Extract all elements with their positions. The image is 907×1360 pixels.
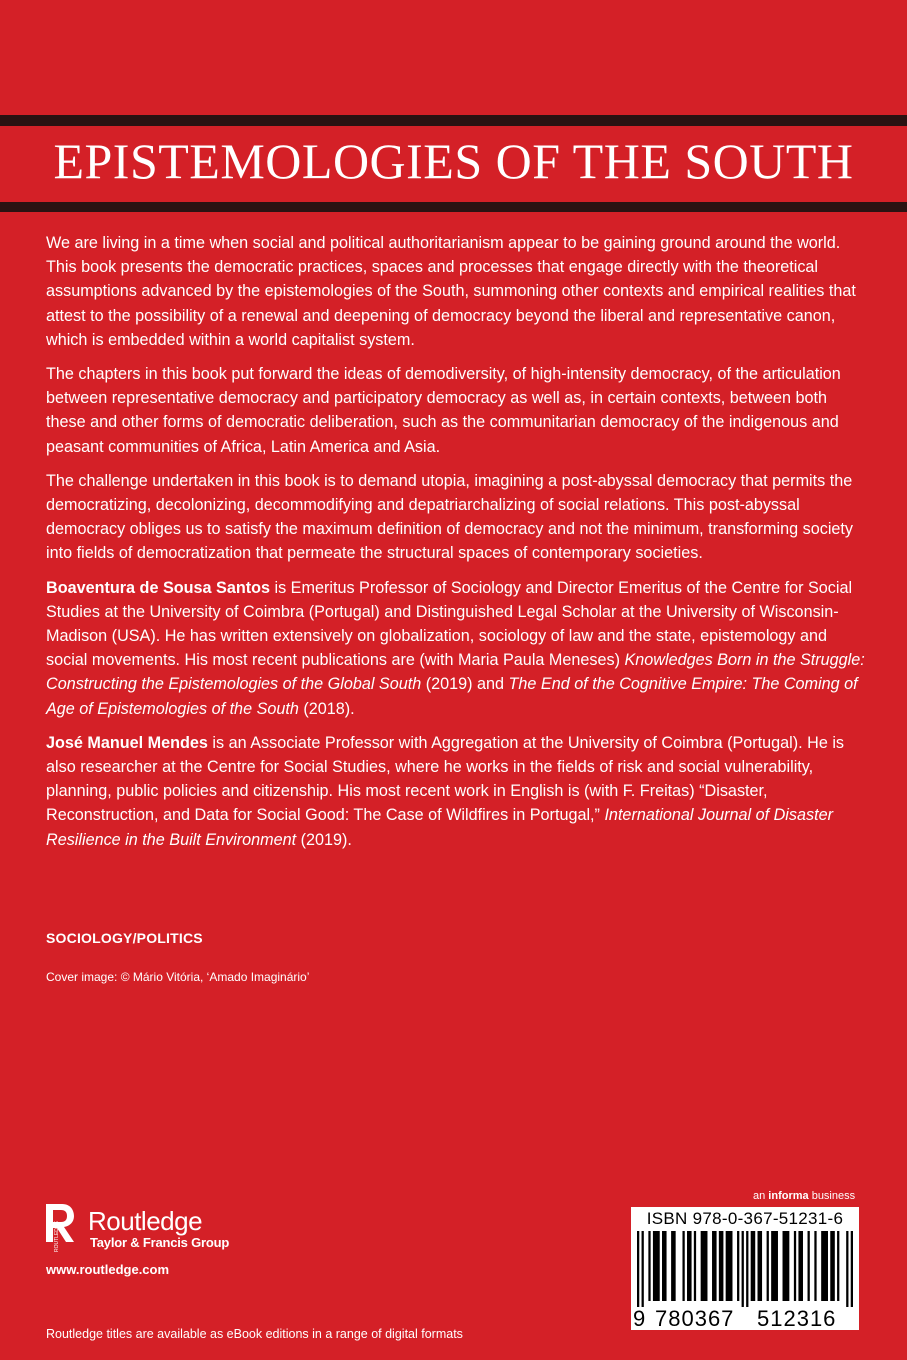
barcode-bar [637, 1231, 639, 1307]
publisher-name: Routledge [88, 1206, 203, 1236]
barcode-bar [671, 1231, 676, 1301]
author-work-2-year: (2018). [298, 699, 355, 718]
author-name-2: José Manuel Mendes [46, 733, 208, 752]
barcode-bar [798, 1231, 803, 1301]
routledge-vertical-mark: ROUTLEDGE [54, 1220, 60, 1252]
isbn-barcode [631, 1207, 859, 1330]
barcode-bar [687, 1231, 692, 1301]
barcode-bar [694, 1231, 696, 1301]
barcode-bar [701, 1231, 708, 1301]
publisher-logo [44, 1200, 284, 1260]
barcode-bar [758, 1231, 763, 1301]
barcode-bar [783, 1231, 790, 1301]
author-name-1: Boaventura de Sousa Santos [46, 578, 270, 597]
barcode-bars [637, 1231, 853, 1307]
barcode-bar [653, 1231, 660, 1301]
ebook-note: Routledge titles are available as eBook editions in a range of digital formats [46, 1327, 463, 1341]
barcode-bar [771, 1231, 778, 1301]
publisher-group: Taylor & Francis Group [90, 1235, 230, 1250]
barcode-bar [846, 1231, 848, 1307]
barcode-bar [737, 1231, 739, 1301]
author-bio-2-text: is an Associate Professor with Aggregation at the University of Coimbra (Portugal). He is also researcher at the Centre for Social Studies, where he works in the fields of risk and social vulnerability, planning, public policies and citizenship. His most recent work in English is (with F. Freitas) “Disaster, Reconstruction, and Data for Social Good: The Case of Wildfires in Portugal,” [46, 733, 845, 825]
barcode-bar [767, 1231, 769, 1301]
isbn-label: ISBN 978-0-367-51231-6 [646, 1209, 844, 1228]
barcode-bar [712, 1231, 717, 1301]
barcode-bar [821, 1231, 828, 1301]
barcode-bar [808, 1231, 810, 1301]
barcode-bar [726, 1231, 733, 1301]
top-divider-rule [0, 115, 907, 126]
bottom-divider-rule [0, 202, 907, 212]
author-journal-year: (2019). [296, 830, 352, 849]
author-work-1: Knowledges Born in the Struggle: Constructing the Epistemologies of the Global South [46, 651, 865, 694]
blurb-paragraph-1: We are living in a time when social and political authoritarianism appear to be gaining ground around the world. This book presents the democratic practices, spaces and processes that engage directly with the theoretical assumptions advanced by the epistemologies of the South, summoning other contexts and empirical realities that attest to the possibility of a renewal and deepening of democracy beyond the liberal and representative canon, which is embedded within a world capitalist system. [46, 234, 856, 349]
cover-credit: Cover image: © Mário Vitória, ‘Amado Imaginário’ [46, 970, 310, 984]
author-bio-1-text: is Emeritus Professor of Sociology and Director Emeritus of the Centre for Social Studies at the University of Coimbra (Portugal) and Distinguished Legal Scholar at the University of Wisconsin-Madison (USA). He has written extensively on globalization, sociology of law and the state, epistemology and social movements. His most recent publications are (with Maria Paula Meneses) [46, 578, 853, 670]
barcode-bar [642, 1231, 644, 1307]
blurb-text [46, 231, 866, 862]
barcode-digits-group-1: 780367 [655, 1306, 735, 1331]
author-work-2: The End of the Cognitive Empire: The Coming of Age of Epistemologies of the South [46, 675, 858, 718]
barcode-bar [751, 1231, 756, 1301]
author-journal: International Journal of Disaster Resilience in the Built Environment [46, 806, 833, 849]
series-title: EPISTEMOLOGIES OF THE SOUTH [53, 133, 854, 189]
barcode-bar [830, 1231, 835, 1301]
barcode-digits-group-2: 512316 [757, 1306, 837, 1331]
barcode-bar [794, 1231, 796, 1301]
barcode-bar [662, 1231, 667, 1301]
blurb-paragraph-2: The chapters in this book put forward the ideas of demodiversity, of high-intensity democracy, of the articulation between representative democracy and participatory democracy as well as, in certain contexts, between both these and other forms of democratic deliberation, such as the communitarian democracy of the indigenous and peasant communities of Africa, Latin America and Asia. [46, 365, 841, 456]
blurb-paragraph-3: The challenge undertaken in this book is to demand utopia, imagining a post-abyssal democracy that permits the democratizing, decolonizing, decommodifying and depatriarchalizing of social relations. This post-abyssal democracy obliges us to satisfy the maximum definition of democracy and not the minimum, transforming society into fields of democratization that permeate the structural spaces of contemporary societies. [46, 471, 854, 563]
author-work-1-year: (2019) and [421, 675, 509, 694]
barcode-digit-first: 9 [633, 1306, 646, 1331]
barcode-bar [837, 1231, 839, 1301]
barcode-bar [719, 1231, 724, 1301]
barcode-bar [648, 1231, 650, 1301]
barcode-bar [746, 1231, 748, 1307]
routledge-r-icon [44, 1202, 76, 1254]
barcode-bar [814, 1231, 816, 1301]
subject-category: SOCIOLOGY/POLITICS [46, 930, 203, 946]
author-bio-1 [46, 576, 866, 721]
author-bio-2 [46, 731, 866, 852]
barcode-bar [851, 1231, 853, 1307]
publisher-website[interactable]: www.routledge.com [46, 1262, 170, 1277]
barcode-bar [742, 1231, 744, 1307]
informa-tagline: an informa business [753, 1190, 856, 1202]
barcode-bar [682, 1231, 684, 1301]
